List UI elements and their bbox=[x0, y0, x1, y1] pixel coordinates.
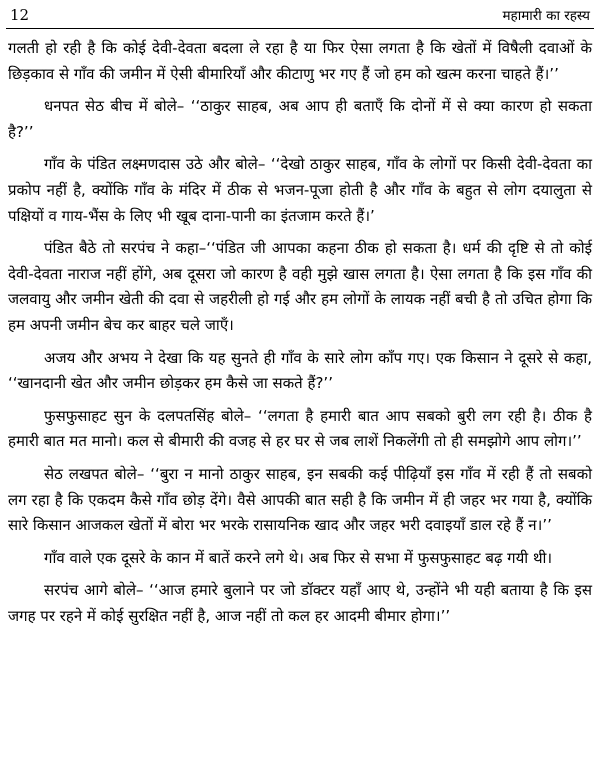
paragraph: धनपत सेठ बीच में बोले– ‘‘ठाकुर साहब, अब आप ही बताएँ कि दोनों में से क्या कारण हो सकता है?’’ bbox=[8, 97, 592, 141]
paragraph: पंडित बैठे तो सरपंच ने कहा–‘‘पंडित जी आपका कहना ठीक हो सकता है। धर्म की दृष्टि से तो कोई देवी-देवता नाराज नहीं होंगे, अब दूसरा जो कारण है वही मुझे खास लगता है। ऐसा लगता है कि इस गाँव की जलवायु और जमीन खेती की दवा से जहरीली हो गई और हम लोगों के लायक नहीं बची है तो उचित होगा कि हम अपनी जमीन बेच कर बाहर चले जाएँ। bbox=[8, 239, 592, 334]
page-number: 12 bbox=[10, 6, 30, 24]
paragraph: फुसफुसाहट सुन के दलपतसिंह बोले– ‘‘लगता है हमारी बात आप सबको बुरी लग रही है। ठीक है हमारी बात मत मानो। कल से बीमारी की वजह से हर घर से जब लाशें निकलेंगी तो ही समझोगे आप लोग।’’ bbox=[8, 406, 592, 451]
paragraph: गाँव वाले एक दूसरे के कान में बातें करने लगे थे। अब फिर से सभा में फुसफुसाहट बढ़ गयी थी। bbox=[44, 548, 553, 567]
body-text bbox=[8, 36, 592, 636]
paragraph: सेठ लखपत बोले– ‘‘बुरा न मानो ठाकुर साहब, इन सबकी कई पीढ़ियाँ इस गाँव में रही हैं तो सबको लग रहा है कि एकदम कैसे गाँव छोड़ देंगे। वैसे आपकी बात सही है कि जमीन में ही जहर भर गया है, क्योंकि सारे किसान आजकल खेतों में बोरा भर भरके रासायनिक खाद और जहर भरी दवाइयाँ डाल रहे हैं न।’’ bbox=[8, 464, 592, 535]
page-header bbox=[6, 4, 594, 29]
paragraph: गलती हो रही है कि कोई देवी-देवता बदला ले रहा है या फिर ऐसा लगता है कि खेतों में विषैली दवाओं के छिड़काव से गाँव की जमीन में ऐसी बीमारियाँ और कीटाणु भर गए हैं जो हम को खत्म करना चाहते हैं।’’ bbox=[8, 39, 592, 83]
paragraph: अजय और अभय ने देखा कि यह सुनते ही गाँव के सारे लोग काँप गए। एक किसान ने दूसरे से कहा, ‘‘खानदानी खेत और जमीन छोड़कर हम कैसे जा सकते हैं?’’ bbox=[8, 348, 592, 393]
paragraph: गाँव के पंडित लक्ष्मणदास उठे और बोले– ‘‘देखो ठाकुर साहब, गाँव के लोगों पर किसी देवी-देवता का प्रकोप नहीं है, क्योंकि गाँव के मंदिर में ठीक से भजन-पूजा होती है और गाँव के बहुत से लोग दयालुता से पक्षियों व गाय-भैंस के लिए भी खूब दाना-पानी का इंतजाम करते हैं।’ bbox=[8, 155, 592, 225]
paragraph: सरपंच आगे बोले– ‘‘आज हमारे बुलाने पर जो डॉक्टर यहाँ आए थे, उन्होंने भी यही बताया है कि इस जगह पर रहने में कोई सुरक्षित नहीं है, आज नहीं तो कल हर आदमी बीमार होगा।’’ bbox=[8, 581, 592, 625]
running-title: महामारी का रहस्य bbox=[502, 8, 590, 24]
